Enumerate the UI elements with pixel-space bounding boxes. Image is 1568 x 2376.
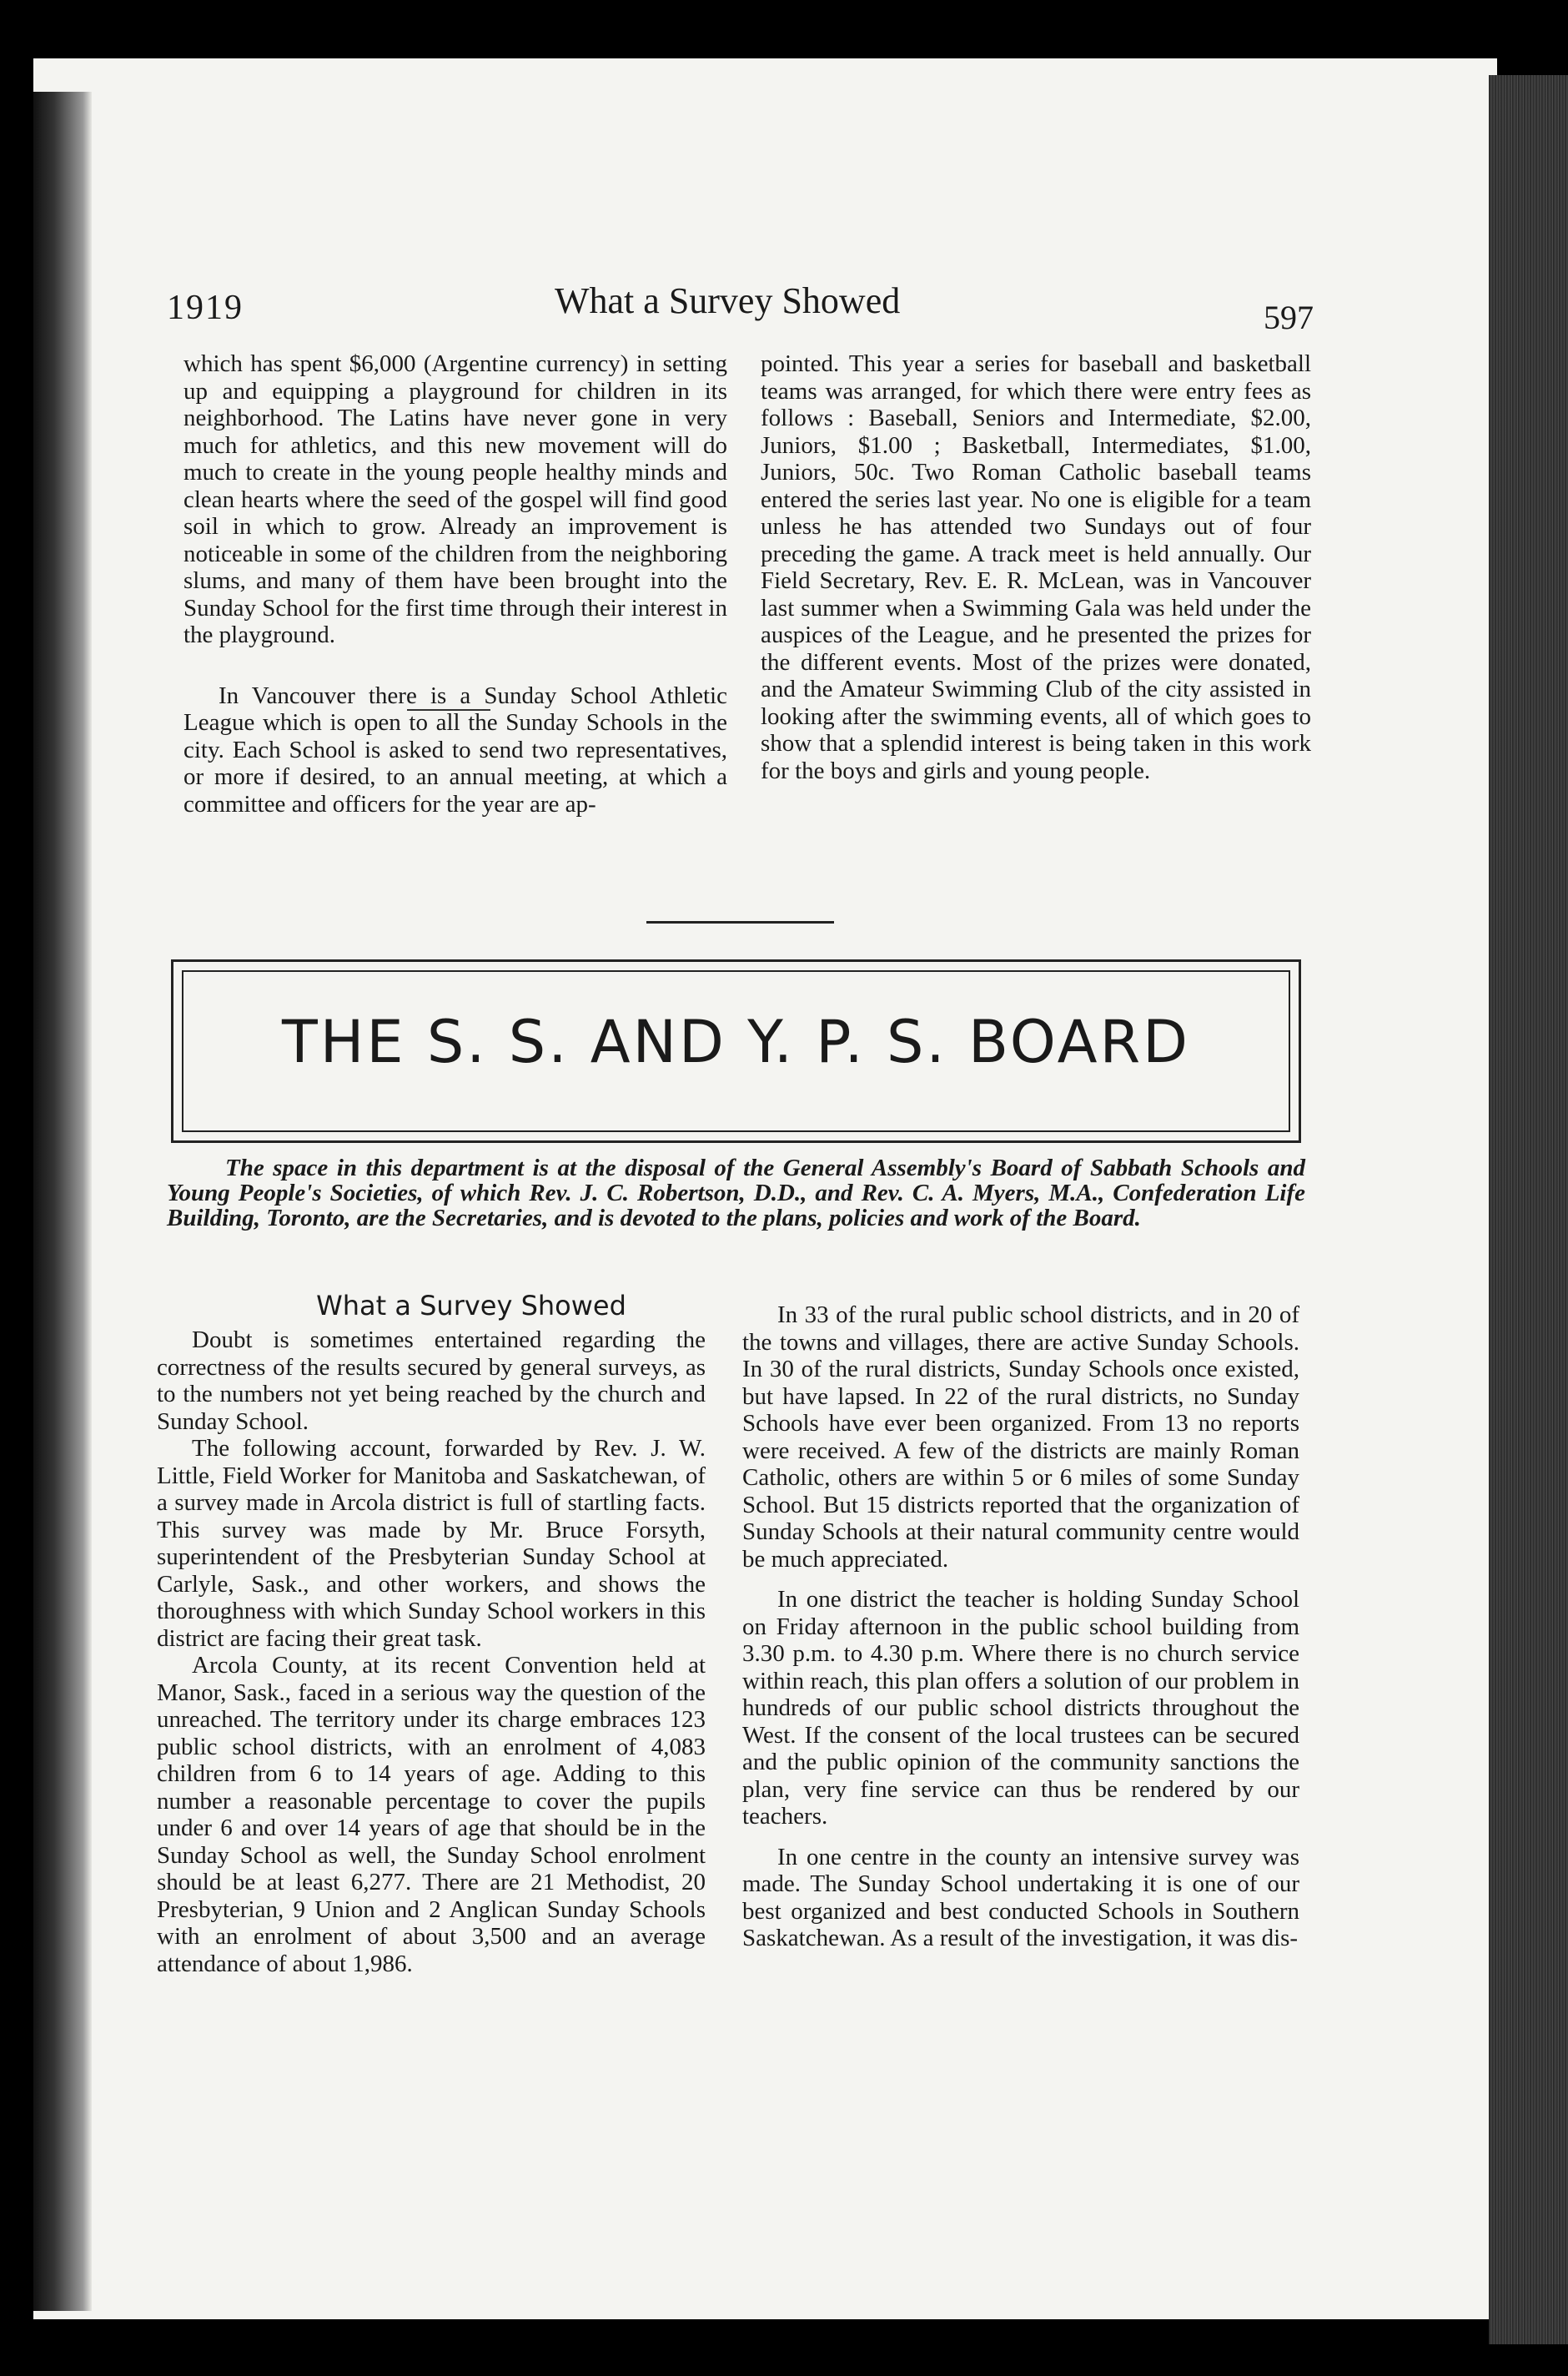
binding-shadow (33, 92, 92, 2311)
header-year: 1919 (167, 289, 244, 327)
paragraph: Doubt is sometimes entertained regarding the correctness of the results secured by general surveys, as to the numbers not yet being reached by the church and Sunday School. (157, 1326, 706, 1435)
header-title: What a Survey Showed (555, 280, 901, 321)
article-left-column (157, 1326, 706, 1977)
paragraph: which has spent $6,000 (Argentine currency) in setting up and equipping a playground for children in its neighborhood. The Latins have never gone in very much for athletics, and this new movement will do much to create in the young people healthy minds and clean hearts where the seed of the gospel will find good soil in which to grow. Already an improvement is noticeable in some of the children from the neighboring slums, and many of them have been brought into the Sunday School for the first time through their interest in the playground. (183, 350, 727, 648)
article-right-column (742, 1301, 1299, 1952)
page-number: 597 (1264, 299, 1314, 336)
paragraph: pointed. This year a series for baseball and basketball teams was arranged, for which there were entry fees as follows : Baseball, Seniors and Intermediate, $2.00, Juniors, $1.00 ; Basketball, Intermediates, $1.00, Juniors, 50c. Two Roman Catholic baseball teams entered the series last year. No one is eligible for a team unless he has attended two Sundays out of four preceding the game. A track meet is held annually. Our Field Secretary, Rev. E. R. McLean, was in Vancouver last summer when a Swimming Gala was held under the auspices of the League, and he presented the prizes for the different events. Most of the prizes were donated, and the Amateur Swimming Club of the city assisted in looking after the swimming events, all of which goes to show that a splendid interest is being taken in this work for the boys and girls and young people. (761, 350, 1311, 784)
top-right-column (761, 350, 1311, 784)
paragraph: In 33 of the rural public school districts, and in 20 of the towns and villages, there are active Sunday Schools. In 30 of the rural districts, Sunday Schools once existed, but have lapsed. In 22 of the rural districts, no Sunday Schools have ever been organized. From 13 no reports were received. A few of the districts are mainly Roman Catholic, others are within 5 or 6 miles of some Sunday School. But 15 districts reported that the organization of Sunday Schools at their natural community centre would be much appreciated. (742, 1301, 1299, 1573)
paragraph: The following account, forwarded by Rev. J. W. Little, Field Worker for Manitoba and Saskatchewan, of a survey made in Arcola district is full of startling facts. This survey was made by Mr. Bruce Forsyth, superintendent of the Presbyterian Sunday School at Carlyle, Sask., and other workers, and shows the thoroughness with which Sunday School workers in this district are facing their great task. (157, 1435, 706, 1652)
top-left-column (183, 350, 727, 818)
page-edges (1489, 75, 1568, 2344)
board-title: THE S. S. AND Y. P. S. BOARD (281, 1008, 1191, 1076)
board-title-box (171, 959, 1301, 1143)
running-header (167, 279, 1314, 338)
paragraph: In one district the teacher is holding Sunday School on Friday afternoon in the public school building from 3.30 p.m. to 4.30 p.m. Where there is no church service within reach, this plan offers a solution of our problem in hundreds of our public school districts throughout the West. If the consent of the local trustees can be secured and the public opinion of the community sanctions the plan, very fine service can thus be rendered by our teachers. (742, 1586, 1299, 1830)
section-divider (646, 921, 834, 924)
article-heading: What a Survey Showed (316, 1290, 626, 1321)
paragraph-divider (407, 709, 490, 711)
paragraph: Arcola County, at its recent Convention held at Manor, Sask., faced in a serious way the question of the unreached. The territory under its charge embraces 123 public school districts, with an enrolment of 4,083 children from 6 to 14 years of age. Adding to this number a reasonable percentage to cover the pupils under 6 and over 14 years of age that should be in the Sunday School as well, the Sunday School enrolment should be at least 6,277. There are 21 Methodist, 20 Presbyterian, 9 Union and 2 Anglican Sunday Schools with an enrolment of about 3,500 and an average attendance of about 1,986. (157, 1652, 706, 1977)
paragraph: In Vancouver there is a Sunday School Athletic League which is open to all the Sunday Schools in the city. Each School is asked to send two representatives, or more if desired, to an annual meeting, at which a committee and officers for the year are ap- (183, 682, 727, 818)
paragraph: In one centre in the county an intensive survey was made. The Sunday School undertaking it is one of our best organized and best conducted Schools in Southern Saskatchewan. As a result of the investigation, it was dis- (742, 1843, 1299, 1951)
department-note: The space in this department is at the disposal of the General Assembly's Board of Sabbath Schools and Young People's Societies, of which Rev. J. C. Robertson, D.D., and Rev. C. A. Myers, M.A., Confederation Life Building, Toronto, are the Secretaries, and is devoted to the plans, policies and work of the Board. (167, 1155, 1305, 1231)
